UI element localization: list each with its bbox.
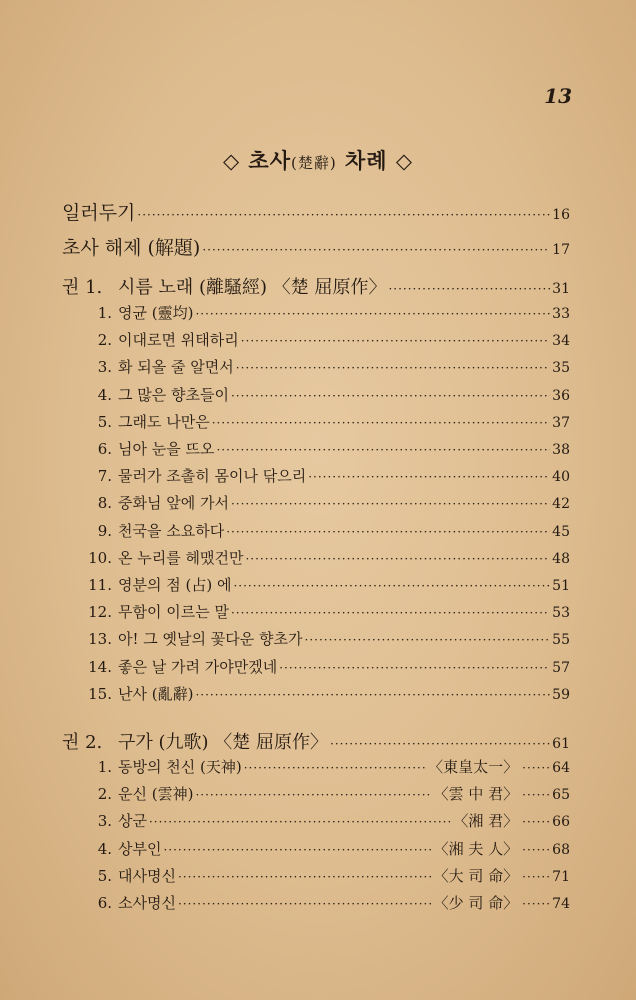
page-title — [0, 145, 636, 175]
toc-entry-page: 51 — [552, 578, 570, 594]
volume-label: 권 1. — [62, 277, 103, 298]
leader-dots — [330, 737, 550, 751]
toc-sub-entry[interactable] — [88, 865, 570, 886]
leader-dots — [231, 497, 550, 511]
toc-sub-entry[interactable] — [88, 438, 570, 459]
leader-dots — [236, 361, 550, 375]
toc-entry-page: 42 — [552, 496, 570, 513]
leader-dots — [195, 788, 431, 802]
leader-dots — [244, 761, 426, 775]
leader-dots — [522, 788, 550, 802]
toc-sub-entry[interactable] — [88, 601, 570, 622]
toc-entry-text: 대사명신 — [118, 866, 176, 885]
entry-number: 2. — [97, 331, 112, 350]
toc-volume-1[interactable] — [62, 273, 570, 299]
entry-number: 6. — [97, 440, 112, 458]
toc-sub-entry[interactable] — [88, 465, 570, 486]
toc-entry-page: 55 — [552, 632, 570, 649]
toc-entry-text: 영균 (靈均) — [118, 304, 194, 322]
toc-entry-page: 59 — [552, 686, 570, 703]
leader-dots — [178, 870, 432, 884]
leader-dots — [522, 815, 550, 829]
title-main: 초사 — [248, 148, 291, 173]
entry-number: 13. — [88, 630, 112, 649]
toc-entry-annotation: 〈大 司 命〉 — [433, 866, 519, 885]
volume-title: 구가 (九歌) 〈楚 屈原作〉 — [118, 732, 328, 753]
toc-sub-entry[interactable] — [88, 683, 570, 704]
toc-entry-text: 무함이 이르는 말 — [118, 603, 229, 622]
toc-entry-annotation: 〈東皇太一〉 — [428, 758, 519, 776]
leader-dots — [231, 606, 550, 620]
leader-dots — [522, 897, 550, 911]
toc-sub-entry[interactable] — [88, 411, 570, 432]
toc-entry-annotation: 〈雲 中 君〉 — [433, 785, 519, 804]
toc-entry-text: 화 되올 줄 알면서 — [118, 358, 234, 377]
toc-entry-text: 운신 (雲神) — [118, 785, 194, 804]
leader-dots — [149, 815, 451, 829]
entry-number: 1. — [97, 304, 112, 322]
toc-entry-text: 이대로면 위태하리 — [118, 331, 239, 350]
toc-sub-entry[interactable] — [88, 656, 570, 677]
toc-entry-page: 31 — [552, 281, 570, 297]
toc-entry-page: 53 — [552, 605, 570, 622]
leader-dots — [216, 443, 550, 457]
toc-sub-entry[interactable] — [88, 492, 570, 513]
toc-entry-text: 소사명신 — [118, 894, 176, 912]
leader-dots — [178, 897, 432, 911]
toc-entry-page: 74 — [552, 896, 570, 912]
leader-dots — [231, 389, 550, 403]
entry-number: 1. — [97, 758, 112, 776]
toc-entry-page: 71 — [552, 868, 570, 885]
toc-sub-entry[interactable] — [88, 892, 570, 913]
toc-volume-2[interactable] — [62, 728, 570, 754]
leader-dots — [522, 870, 550, 884]
toc-entry-text: 영분의 점 (占) 에 — [118, 576, 232, 594]
leader-dots — [226, 525, 550, 539]
toc-entry-text: 천국을 소요하다 — [118, 521, 225, 540]
toc-entry-text: 님아 눈을 뜨오 — [118, 440, 215, 458]
entry-number: 5. — [97, 866, 112, 885]
entry-number: 15. — [88, 684, 112, 703]
leader-dots — [245, 552, 550, 566]
toc-sub-entry[interactable] — [88, 628, 570, 649]
entry-number: 6. — [97, 894, 112, 912]
diamond-left-icon: ◇ — [222, 148, 241, 173]
toc-sub-entry[interactable] — [88, 547, 570, 568]
toc-entry-page: 17 — [552, 242, 570, 258]
toc-entry-page: 34 — [552, 333, 570, 350]
toc-entry-intro[interactable] — [62, 198, 570, 225]
leader-dots — [522, 761, 550, 775]
toc-entry-page: 48 — [552, 550, 570, 567]
toc-entry-page: 38 — [552, 442, 570, 458]
toc-entry-text: 중화님 앞에 가서 — [118, 494, 229, 513]
toc-sub-entry[interactable] — [88, 520, 570, 541]
volume-label: 권 2. — [62, 732, 103, 753]
toc-entry-page: 33 — [552, 306, 570, 322]
toc-entry-text: 아! 그 옛날의 꽃다운 향초가 — [118, 630, 303, 649]
leader-dots — [233, 579, 550, 593]
toc-entry-text: 난사 (亂辭) — [118, 684, 194, 703]
entry-number: 4. — [97, 385, 112, 404]
toc-sub-entry[interactable] — [88, 574, 570, 595]
toc-entry-page: 66 — [552, 814, 570, 831]
toc-entry-page: 64 — [552, 760, 570, 776]
toc-entry-text: 온 누리를 헤맸건만 — [118, 548, 244, 567]
toc-sub-entry[interactable] — [88, 384, 570, 405]
toc-entry-page: 36 — [552, 387, 570, 404]
toc-entry-page: 35 — [552, 360, 570, 377]
entry-number: 8. — [97, 494, 112, 513]
toc-entry-annotation: 〈湘 君〉 — [453, 812, 519, 831]
toc-entry-annotation: 〈少 司 命〉 — [433, 894, 519, 912]
toc-entry-text: 상부인 — [118, 839, 162, 858]
toc-entry-text: 그 많은 향초들이 — [118, 385, 229, 404]
toc-sub-entry[interactable] — [88, 329, 570, 350]
entry-number: 2. — [97, 785, 112, 804]
entry-number: 4. — [97, 839, 112, 858]
leader-dots — [388, 282, 550, 296]
toc-entry-commentary[interactable] — [62, 233, 570, 260]
volume-title: 시름 노래 (離騷經) 〈楚 屈原作〉 — [118, 277, 387, 298]
toc-sub-entry[interactable] — [88, 356, 570, 377]
entry-number: 11. — [88, 576, 112, 594]
toc-entry-page: 57 — [552, 659, 570, 676]
entry-number: 7. — [97, 467, 112, 486]
toc-entry-text: 초사 해제 (解題) — [62, 237, 201, 259]
title-rest: 차례 — [345, 148, 388, 173]
leader-dots — [212, 416, 550, 430]
toc-entry-page: 16 — [552, 207, 570, 223]
toc-entry-text: 일러두기 — [62, 202, 136, 224]
toc-entry-page: 40 — [552, 469, 570, 486]
entry-number: 14. — [88, 657, 112, 676]
toc-entry-text: 물러가 조촐히 몸이나 닦으리 — [118, 467, 307, 486]
entry-number: 12. — [88, 603, 112, 622]
entry-number: 3. — [97, 812, 112, 831]
toc-entry-text: 그래도 나만은 — [118, 412, 210, 431]
leader-dots — [202, 243, 550, 257]
toc-entry-text: 동방의 천신 (天神) — [118, 758, 242, 776]
toc-entry-text: 좋은 날 가려 가야만겠네 — [118, 657, 278, 676]
leader-dots — [137, 208, 550, 222]
leader-dots — [279, 661, 550, 675]
entry-number: 5. — [97, 412, 112, 431]
toc-entry-page: 37 — [552, 414, 570, 431]
page-number: 13 — [544, 84, 572, 108]
title-hanja: (楚辭) — [290, 154, 337, 172]
entry-number: 10. — [88, 548, 112, 567]
toc-entry-page: 61 — [552, 736, 570, 752]
leader-dots — [195, 688, 550, 702]
toc-entry-page: 45 — [552, 523, 570, 540]
toc-sub-entry[interactable] — [88, 302, 570, 323]
entry-number: 9. — [97, 521, 112, 540]
toc-sub-entry[interactable] — [88, 783, 570, 804]
toc-entry-text: 상군 — [118, 812, 147, 831]
toc-sub-entry[interactable] — [88, 838, 570, 859]
toc-sub-entry[interactable] — [88, 810, 570, 831]
leader-dots — [241, 334, 550, 348]
leader-dots — [308, 470, 550, 484]
leader-dots — [195, 307, 550, 321]
toc-entry-annotation: 〈湘 夫 人〉 — [433, 839, 519, 858]
toc-entry-page: 68 — [552, 841, 570, 858]
leader-dots — [305, 633, 551, 647]
toc-entry-page: 65 — [552, 787, 570, 804]
leader-dots — [163, 843, 431, 857]
leader-dots — [522, 843, 550, 857]
toc-sub-entry[interactable] — [88, 756, 570, 777]
diamond-right-icon: ◇ — [395, 148, 414, 173]
entry-number: 3. — [97, 358, 112, 377]
